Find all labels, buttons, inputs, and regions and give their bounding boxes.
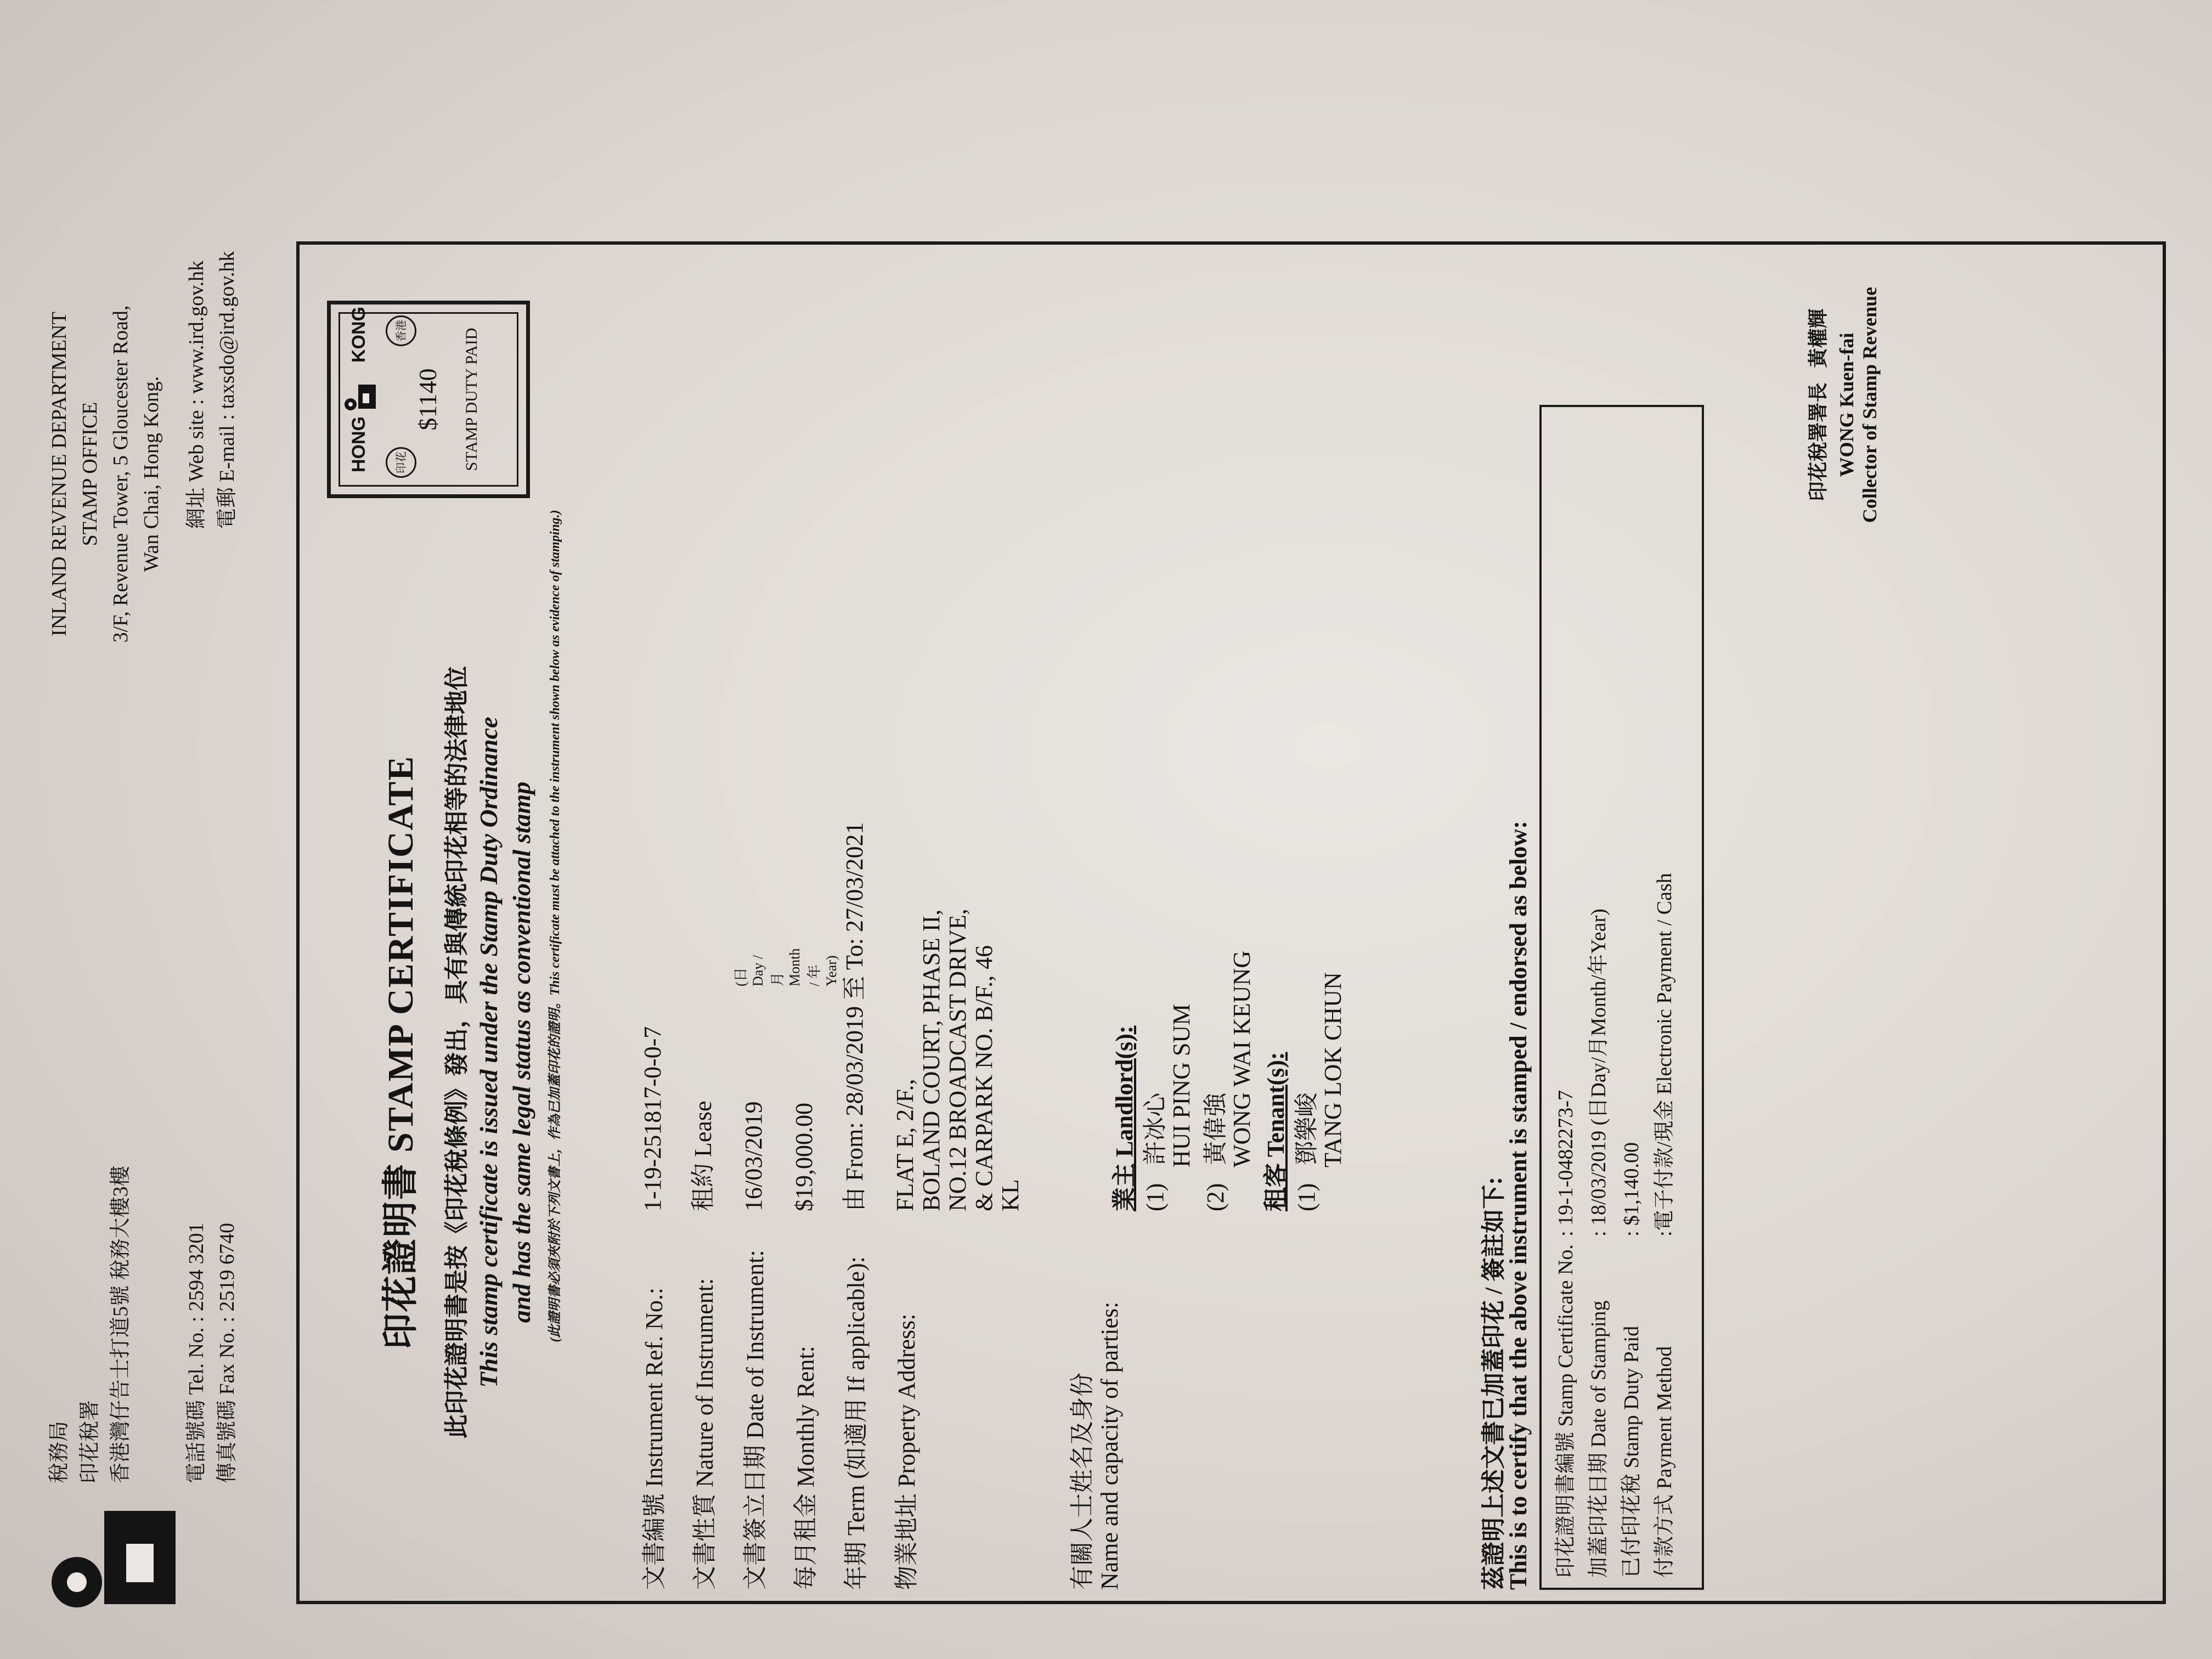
- intro-zh: 此印花證明書是按《印花稅條例》發出，具有與傳統印花相等的法律地位: [443, 666, 470, 1438]
- detail-label: 付款方式 Payment Method: [1653, 1346, 1676, 1578]
- party-number: (1): [1293, 1183, 1320, 1211]
- department-address-zh: 香港灣仔告士打道5號 稅務大樓3樓: [109, 1165, 132, 1483]
- seal-duty-paid: STAMP DUTY PAID: [462, 328, 481, 471]
- detail-value: :電子付款/現金 Electronic Payment / Cash: [1653, 873, 1676, 1237]
- detail-value: : 19-1-0482273-7: [1554, 1090, 1577, 1237]
- detail-value: : $1,140.00: [1620, 1142, 1643, 1237]
- web-label-zh: 網址: [185, 487, 208, 529]
- collector-name-zh: 黃權輝: [1807, 308, 1829, 368]
- office-name-zh: 印花稅署: [78, 1400, 101, 1483]
- ird-logo-icon: [44, 1500, 181, 1615]
- party-name-zh: 鄧樂峻: [1293, 1092, 1320, 1165]
- party-name-zh: 許冰心: [1142, 1092, 1169, 1165]
- field-rent-value: $19,000.00: [791, 1103, 817, 1211]
- intro-en-line1: This stamp certificate is issued under the Stamp Duty Ordinance: [475, 716, 503, 1388]
- seal-hong: HONG: [348, 416, 369, 472]
- address-line: KL: [997, 1179, 1024, 1211]
- department-address-line2: Wan Chai, Hong Kong.: [140, 376, 163, 572]
- address-line: NO.12 BROADCAST DRIVE,: [944, 909, 971, 1211]
- field-date-hint: (日 Day / 月 Month / 年 Year): [733, 948, 839, 986]
- field-date-label: 文書簽立日期 Date of Instrument:: [742, 1250, 769, 1590]
- stamp-duty-paid-seal: [327, 301, 530, 498]
- department-name-zh: 稅務局: [48, 1420, 71, 1483]
- address-line: & CARPARK NO. B/F., 46: [970, 945, 997, 1211]
- field-nature-label: 文書性質 Nature of Instrument:: [691, 1278, 718, 1590]
- field-term-label: 年期 Term (如適用 If applicable):: [843, 1256, 870, 1590]
- signature-block: [1803, 251, 1881, 558]
- party-number: (1): [1142, 1183, 1169, 1211]
- detail-row: [1585, 1300, 1612, 1578]
- stamping-details-box: [1539, 405, 1704, 1590]
- landlord-row: [1142, 951, 1169, 1211]
- field-nature-value: 租約 Lease: [690, 1101, 716, 1211]
- field-ref-label: 文書編號 Instrument Ref. No.:: [641, 1287, 668, 1590]
- field-term-value: 由 From: 28/03/2019 至 To: 27/03/2021: [841, 822, 868, 1211]
- party-number: (2): [1202, 1183, 1229, 1211]
- landlord-heading: 業主 Landlord(s):: [1111, 1025, 1138, 1211]
- collector-name-en: WONG Kuen-fai: [1836, 332, 1858, 477]
- detail-label: 印花證明書編號 Stamp Certificate No.: [1554, 1244, 1577, 1578]
- web-site: Web site : www.ird.gov.hk: [185, 260, 208, 482]
- office-name: STAMP OFFICE: [78, 402, 101, 546]
- field-address-value: [892, 909, 1024, 1211]
- landlord-row: [1203, 951, 1229, 1211]
- department-name: INLAND REVENUE DEPARTMENT: [48, 312, 71, 636]
- field-date-value: 16/03/2019: [740, 1101, 767, 1211]
- department-address-line1: 3/F, Revenue Tower, 5 Gloucester Road,: [109, 305, 132, 643]
- seal-amount: $1140: [414, 368, 442, 431]
- intro-en-line2: and has the same legal status as conventional stamp: [507, 781, 535, 1323]
- email-label-zh: 電郵: [216, 487, 239, 529]
- seal-left-chop: 印花: [386, 447, 416, 478]
- fax-label: 傳真號碼 Fax No. :: [216, 1316, 239, 1483]
- party-name-en: TANG LOK CHUN: [1319, 972, 1346, 1167]
- email: E-mail : taxsdo@ird.gov.hk: [216, 251, 239, 482]
- field-ref-value: 1-19-251817-0-0-7: [639, 1026, 666, 1211]
- address-line: FLAT E, 2/F.,: [891, 1079, 918, 1211]
- tenant-heading: 租客 Tenant(s):: [1262, 1052, 1289, 1211]
- department-header-en: [44, 145, 167, 803]
- attachment-note: (此證明書必須夾附於下列文書上，作為已加蓋印花的證明。This certificate must be attached to the instrument shown below as evidence of stamping.): [548, 510, 562, 1342]
- department-phone-block: [181, 1223, 242, 1483]
- party-name-zh: 黃偉強: [1202, 1092, 1229, 1165]
- certify-en: This is to certify that the above instrument is stamped / endorsed as below:: [1505, 821, 1532, 1590]
- tel-label: 電話號碼 Tel. No. :: [185, 1316, 208, 1483]
- seal-ird-logo-icon: [343, 381, 377, 412]
- collector-title-zh: 印花稅署署長: [1807, 382, 1829, 501]
- field-rent-label: 每月租金 Monthly Rent:: [792, 1346, 819, 1590]
- address-line: BOLAND COURT, PHASE II,: [918, 909, 945, 1211]
- detail-row: [1651, 1346, 1678, 1578]
- department-contact-web: [181, 251, 242, 529]
- fax-number: 2519 6740: [216, 1222, 239, 1312]
- seal-right-chop: 香港: [386, 315, 416, 346]
- detail-label: 加蓋印花日期 Date of Stamping: [1587, 1300, 1610, 1578]
- party-name-en: HUI PING SUM: [1168, 1003, 1195, 1167]
- seal-kong: KONG: [348, 307, 369, 363]
- parties-label-en: Name and capacity of parties:: [1096, 1301, 1123, 1590]
- detail-row: [1553, 1244, 1579, 1578]
- parties-list: [1111, 951, 1346, 1211]
- field-address-label: 物業地址 Property Address:: [893, 1313, 920, 1590]
- party-name-en: WONG WAI KEUNG: [1228, 950, 1255, 1167]
- tel-number: 2594 3201: [185, 1222, 208, 1312]
- detail-row: [1618, 1326, 1645, 1578]
- department-header-zh: [44, 1165, 136, 1483]
- detail-value: : 18/03/2019 (日Day/月Month/年Year): [1587, 909, 1610, 1237]
- certify-zh: 茲證明上述文書已加蓋印花 / 簽註如下:: [1480, 1177, 1507, 1590]
- parties-label-zh: 有關人士姓名及身份: [1069, 1373, 1096, 1590]
- certificate-frame: [296, 241, 2166, 1604]
- tenant-row: [1294, 951, 1320, 1211]
- certificate-title: 印花證明書 STAMP CERTIFICATE: [381, 755, 421, 1350]
- detail-label: 已付印花稅 Stamp Duty Paid: [1620, 1325, 1643, 1578]
- collector-title-en: Collector of Stamp Revenue: [1859, 286, 1881, 523]
